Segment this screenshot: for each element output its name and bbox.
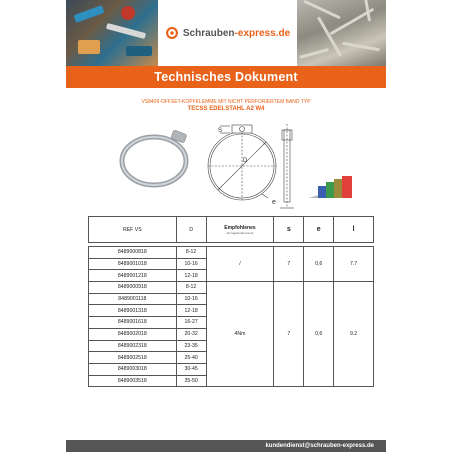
cell-d: 16-27: [176, 317, 206, 329]
grade-w1-bar: [318, 186, 326, 198]
header-emp-subtitle: Anzugsdrehmoment: [226, 230, 254, 235]
cell-e: 0,6: [304, 247, 334, 282]
cell-s: 7: [274, 247, 304, 282]
cell-d: 30-45: [176, 363, 206, 375]
header-l: l: [334, 217, 374, 243]
cell-d: 12-18: [176, 305, 206, 317]
header-emp: [206, 217, 274, 243]
header-ref: REF VS: [89, 217, 177, 243]
cell-ref: 8489003518: [89, 375, 177, 387]
cell-ref: 8489001318: [89, 305, 177, 317]
footer-email-link[interactable]: kundendienst@schrauben-express.de: [265, 443, 374, 449]
header-photo-tools: [66, 0, 158, 66]
label-d: D: [243, 158, 248, 164]
cell-l: 9.2: [334, 282, 374, 387]
grade-w3-bar: [334, 179, 342, 198]
gear-logo-icon: [165, 26, 179, 40]
material-grade-scale: [308, 176, 352, 198]
product-material: TECSS EDELSTAHL A2 W4: [187, 106, 265, 112]
cell-d: 12-18: [176, 270, 206, 282]
cell-emp: 4Nm: [206, 282, 274, 387]
product-description: VS8409-OFFSET-KOPFKLEMME MIT NICHT PERFORIERTEM BAND TYP: [141, 99, 311, 105]
cell-ref: 8489001618: [89, 317, 177, 329]
cell-ref: 8489000918: [89, 282, 177, 294]
clamp-side-view: [280, 124, 294, 208]
table-row: [89, 247, 374, 259]
cell-ref: 8489003018: [89, 363, 177, 375]
label-s: S: [218, 128, 223, 134]
cell-d: 23-35: [176, 340, 206, 352]
table-header-row: [89, 217, 374, 243]
cell-d: 10-16: [176, 258, 206, 270]
grade-w2-bar: [326, 182, 334, 198]
document-title: Technisches Dokument: [154, 70, 298, 84]
cell-d: 20-32: [176, 328, 206, 340]
header-photo-screws: [297, 0, 386, 66]
cell-d: 8-12: [176, 282, 206, 294]
cell-ref: 8489002018: [89, 328, 177, 340]
cell-ref: 8489001118: [89, 293, 177, 305]
grade-w4-bar: [342, 176, 352, 198]
cell-ref: 8489001218: [89, 270, 177, 282]
cell-s: 7: [274, 282, 304, 387]
technical-drawing: [112, 116, 412, 216]
cell-ref: 8489000818: [89, 247, 177, 259]
header-d: D: [176, 217, 206, 243]
cell-ref: 8489001018: [89, 258, 177, 270]
clamp-photo: [122, 130, 187, 185]
header-s: s: [274, 217, 304, 243]
cell-d: 8-12: [176, 247, 206, 259]
cell-l: 7.7: [334, 247, 374, 282]
label-e: e: [272, 199, 276, 206]
cell-d: 10-16: [176, 293, 206, 305]
brand-logo[interactable]: [158, 0, 297, 66]
clamp-front-view: [208, 125, 276, 200]
cell-ref: 8489002518: [89, 352, 177, 364]
cell-e: 0,6: [304, 282, 334, 387]
footer-bar: [66, 440, 386, 452]
cell-d: 35-50: [176, 375, 206, 387]
header-emp-title: Empfohlenes: [224, 224, 256, 231]
cell-d: 25-40: [176, 352, 206, 364]
cell-ref: 8489002318: [89, 340, 177, 352]
header-e: e: [304, 217, 334, 243]
brand-name: Schrauben-express.de: [182, 27, 291, 39]
specification-table: [88, 216, 374, 387]
table-row: [89, 282, 374, 294]
document-title-bar: [66, 66, 386, 88]
cell-emp: /: [206, 247, 274, 282]
